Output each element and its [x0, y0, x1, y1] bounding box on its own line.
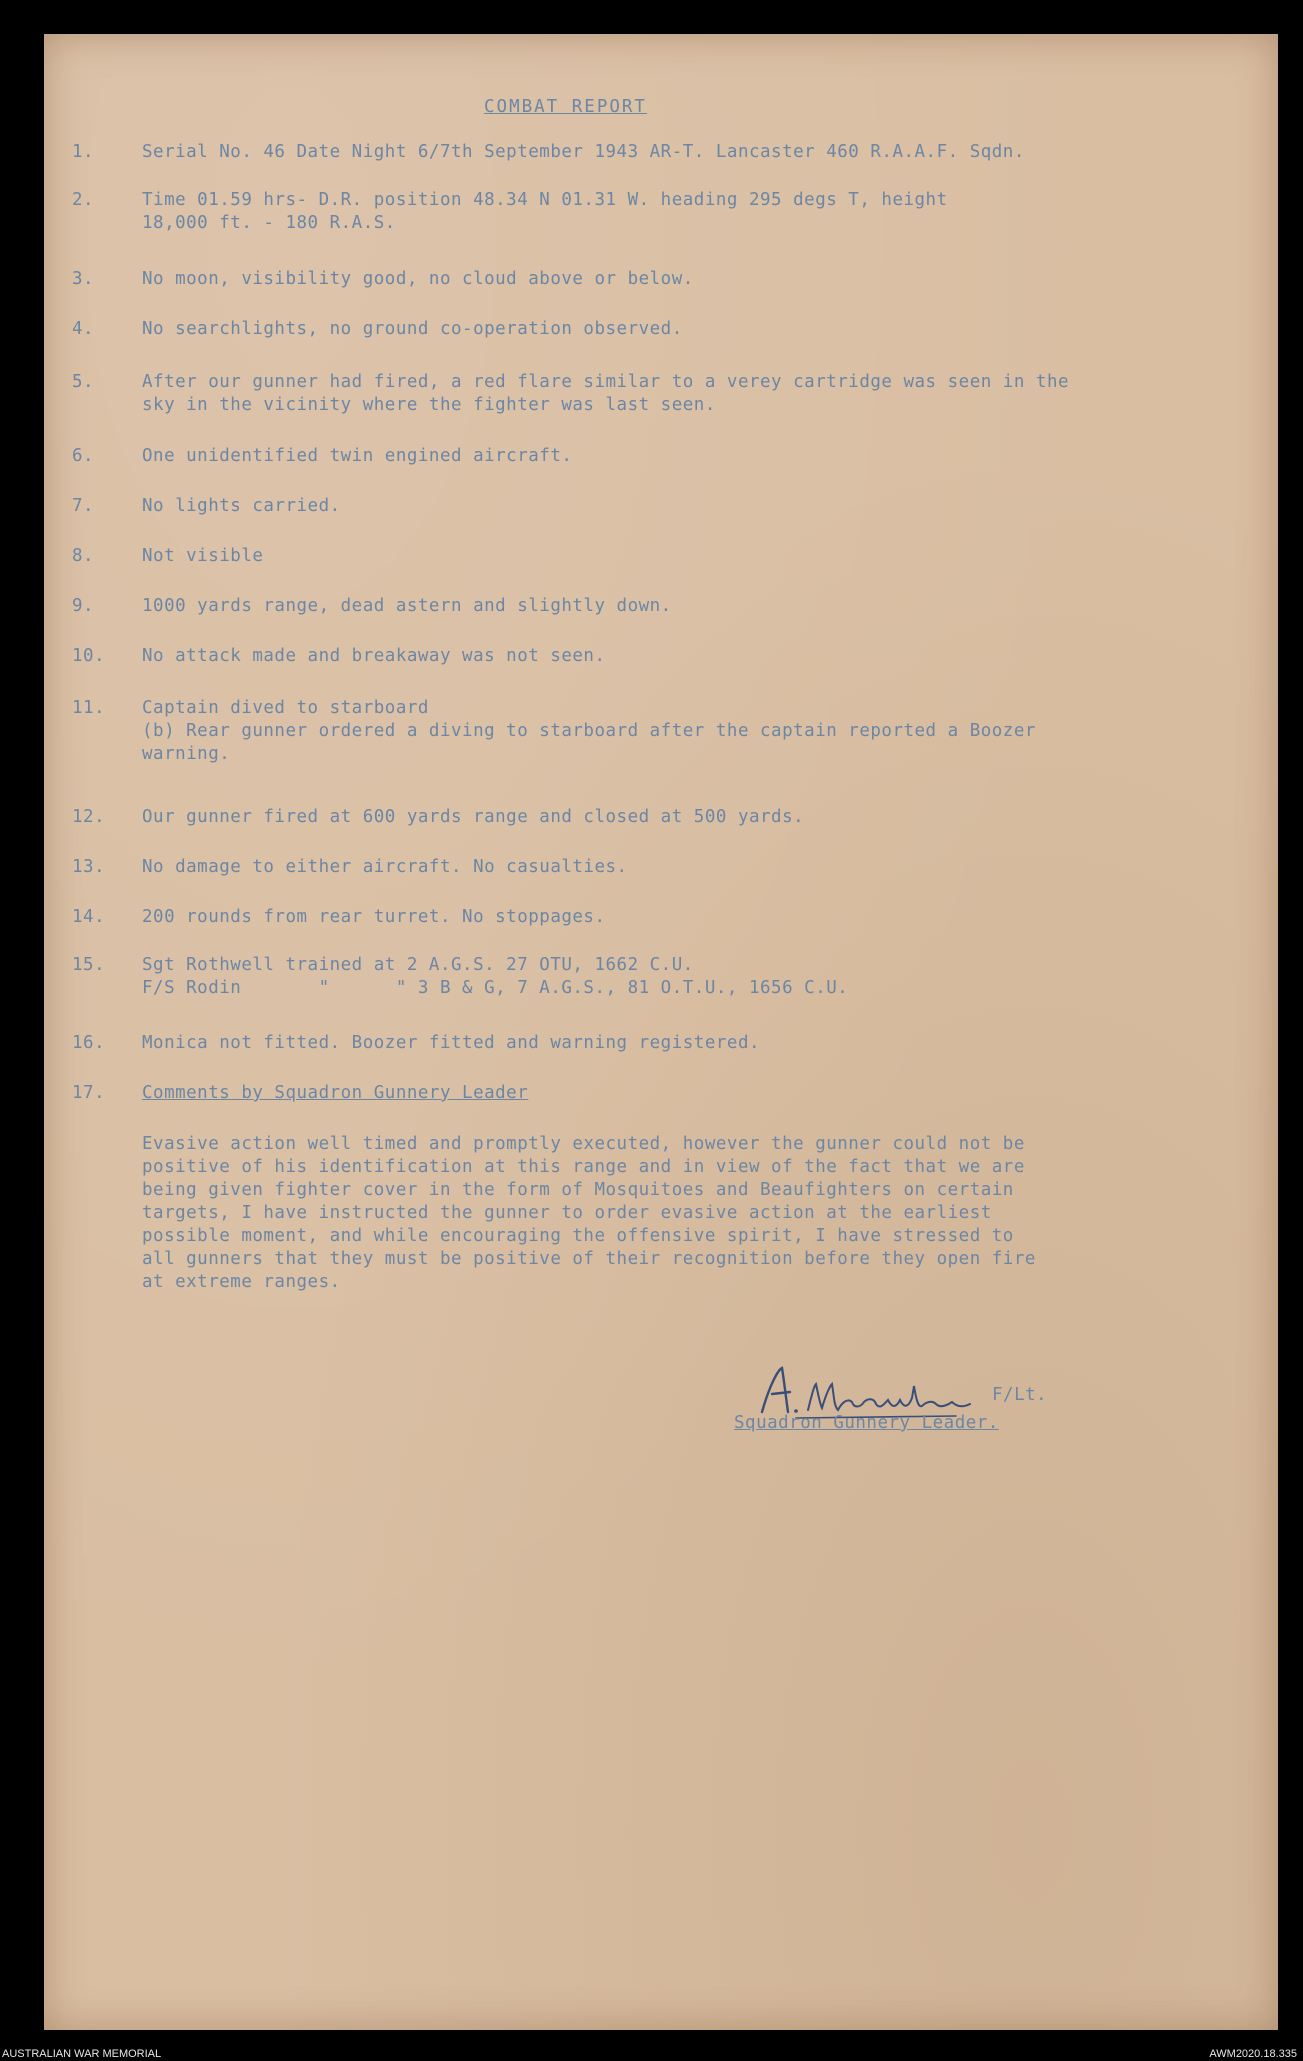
report-item	[72, 445, 1212, 468]
item-text	[142, 906, 1212, 929]
report-item	[72, 806, 1212, 829]
item-text	[142, 806, 1212, 829]
comment-line: positive of his identification at this range and in view of the fact that we are	[142, 1157, 1025, 1177]
item-line: Not visible	[142, 546, 264, 566]
report-item	[72, 954, 1212, 1000]
item-line: Time 01.59 hrs- D.R. position 48.34 N 01.31 W. heading 295 degs T, height	[142, 190, 948, 210]
item-number: 11.	[72, 698, 106, 718]
item-number: 5.	[72, 372, 95, 392]
item-text	[142, 856, 1212, 879]
report-item	[72, 495, 1212, 518]
item-line: 200 rounds from rear turret. No stoppages.	[142, 907, 606, 927]
item-number: 16.	[72, 1033, 106, 1053]
item-number: 7.	[72, 496, 95, 516]
item-text	[142, 495, 1212, 518]
item-number: 10.	[72, 646, 106, 666]
report-item	[72, 1032, 1212, 1055]
item-line: No lights carried.	[142, 496, 341, 516]
item-line: Serial No. 46 Date Night 6/7th September 1943 AR-T. Lancaster 460 R.A.A.F. Sqdn.	[142, 142, 1025, 162]
report-item	[72, 697, 1212, 766]
item-number: 14.	[72, 907, 106, 927]
report-item	[72, 189, 1212, 235]
item-number: 8.	[72, 546, 95, 566]
item-text	[142, 445, 1212, 468]
comment-line: possible moment, and while encouraging the offensive spirit, I have stressed to	[142, 1226, 1014, 1246]
comment-line: all gunners that they must be positive of their recognition before they open fire	[142, 1249, 1036, 1269]
item-line: 18,000 ft. - 180 R.A.S.	[142, 213, 396, 233]
report-item	[72, 595, 1212, 618]
item-number: 15.	[72, 955, 106, 975]
report-title: COMBAT REPORT	[484, 97, 647, 117]
item-line: No damage to either aircraft. No casualties.	[142, 857, 628, 877]
item-number: 4.	[72, 319, 95, 339]
comment-line: targets, I have instructed the gunner to order evasive action at the earliest	[142, 1203, 992, 1223]
item-line: Monica not fitted. Boozer fitted and warning registered.	[142, 1033, 761, 1053]
item-text	[142, 189, 1212, 235]
item-text	[142, 545, 1212, 568]
item-text	[142, 268, 1212, 291]
item-text	[142, 595, 1212, 618]
report-item	[72, 645, 1212, 668]
item-line: After our gunner had fired, a red flare similar to a verey cartridge was seen in the	[142, 372, 1070, 392]
item-number: 1.	[72, 142, 95, 162]
report-item	[72, 318, 1212, 341]
item-line: F/S Rodin " " 3 B & G, 7 A.G.S., 81 O.T.U., 1656 C.U.	[142, 978, 849, 998]
report-item	[72, 1082, 1212, 1105]
comment-line: Evasive action well timed and promptly executed, however the gunner could not be	[142, 1134, 1025, 1154]
report-item	[72, 268, 1212, 291]
item-line: No searchlights, no ground co-operation observed.	[142, 319, 683, 339]
footer-accession-number: AWM2020.18.335	[1209, 2048, 1297, 2060]
comment-line: at extreme ranges.	[142, 1272, 341, 1292]
item-number: 2.	[72, 190, 95, 210]
item-line: sky in the vicinity where the fighter was last seen.	[142, 395, 716, 415]
item-line: No moon, visibility good, no cloud above or below.	[142, 269, 694, 289]
report-item	[72, 141, 1212, 164]
item-text	[142, 141, 1212, 164]
comment-line: being given fighter cover in the form of Mosquitoes and Beaufighters on certain	[142, 1180, 1014, 1200]
item-number: 12.	[72, 807, 106, 827]
signature-rank: F/Lt.	[992, 1385, 1048, 1405]
item-line: Comments by Squadron Gunnery Leader	[142, 1083, 529, 1103]
item-line: One unidentified twin engined aircraft.	[142, 446, 573, 466]
item-number: 6.	[72, 446, 95, 466]
item-number: 3.	[72, 269, 95, 289]
item-text	[142, 954, 1212, 1000]
report-item	[72, 371, 1212, 417]
report-item	[72, 906, 1212, 929]
item-text	[142, 1032, 1212, 1055]
item-line: No attack made and breakaway was not seen.	[142, 646, 606, 666]
report-item	[72, 545, 1212, 568]
item-text	[142, 645, 1212, 668]
item-number: 13.	[72, 857, 106, 877]
item-text	[142, 318, 1212, 341]
item-text	[142, 1082, 1212, 1105]
item-number: 17.	[72, 1083, 106, 1103]
item-text	[142, 371, 1212, 417]
item-line: Our gunner fired at 600 yards range and closed at 500 yards.	[142, 807, 805, 827]
item-number: 9.	[72, 596, 95, 616]
item-line: 1000 yards range, dead astern and slightly down.	[142, 596, 672, 616]
item-text	[142, 697, 1212, 766]
item-line: (b) Rear gunner ordered a diving to starboard after the captain reported a Boozer	[142, 721, 1036, 741]
footer-credit: AUSTRALIAN WAR MEMORIAL	[2, 2048, 162, 2060]
item-line: Sgt Rothwell trained at 2 A.G.S. 27 OTU, 1662 C.U.	[142, 955, 694, 975]
signature-title: Squadron Gunnery Leader.	[734, 1413, 999, 1433]
item-line: Captain dived to starboard	[142, 698, 429, 718]
gunnery-leader-comments	[142, 1133, 1202, 1294]
item-line: warning.	[142, 744, 231, 764]
report-item	[72, 856, 1212, 879]
